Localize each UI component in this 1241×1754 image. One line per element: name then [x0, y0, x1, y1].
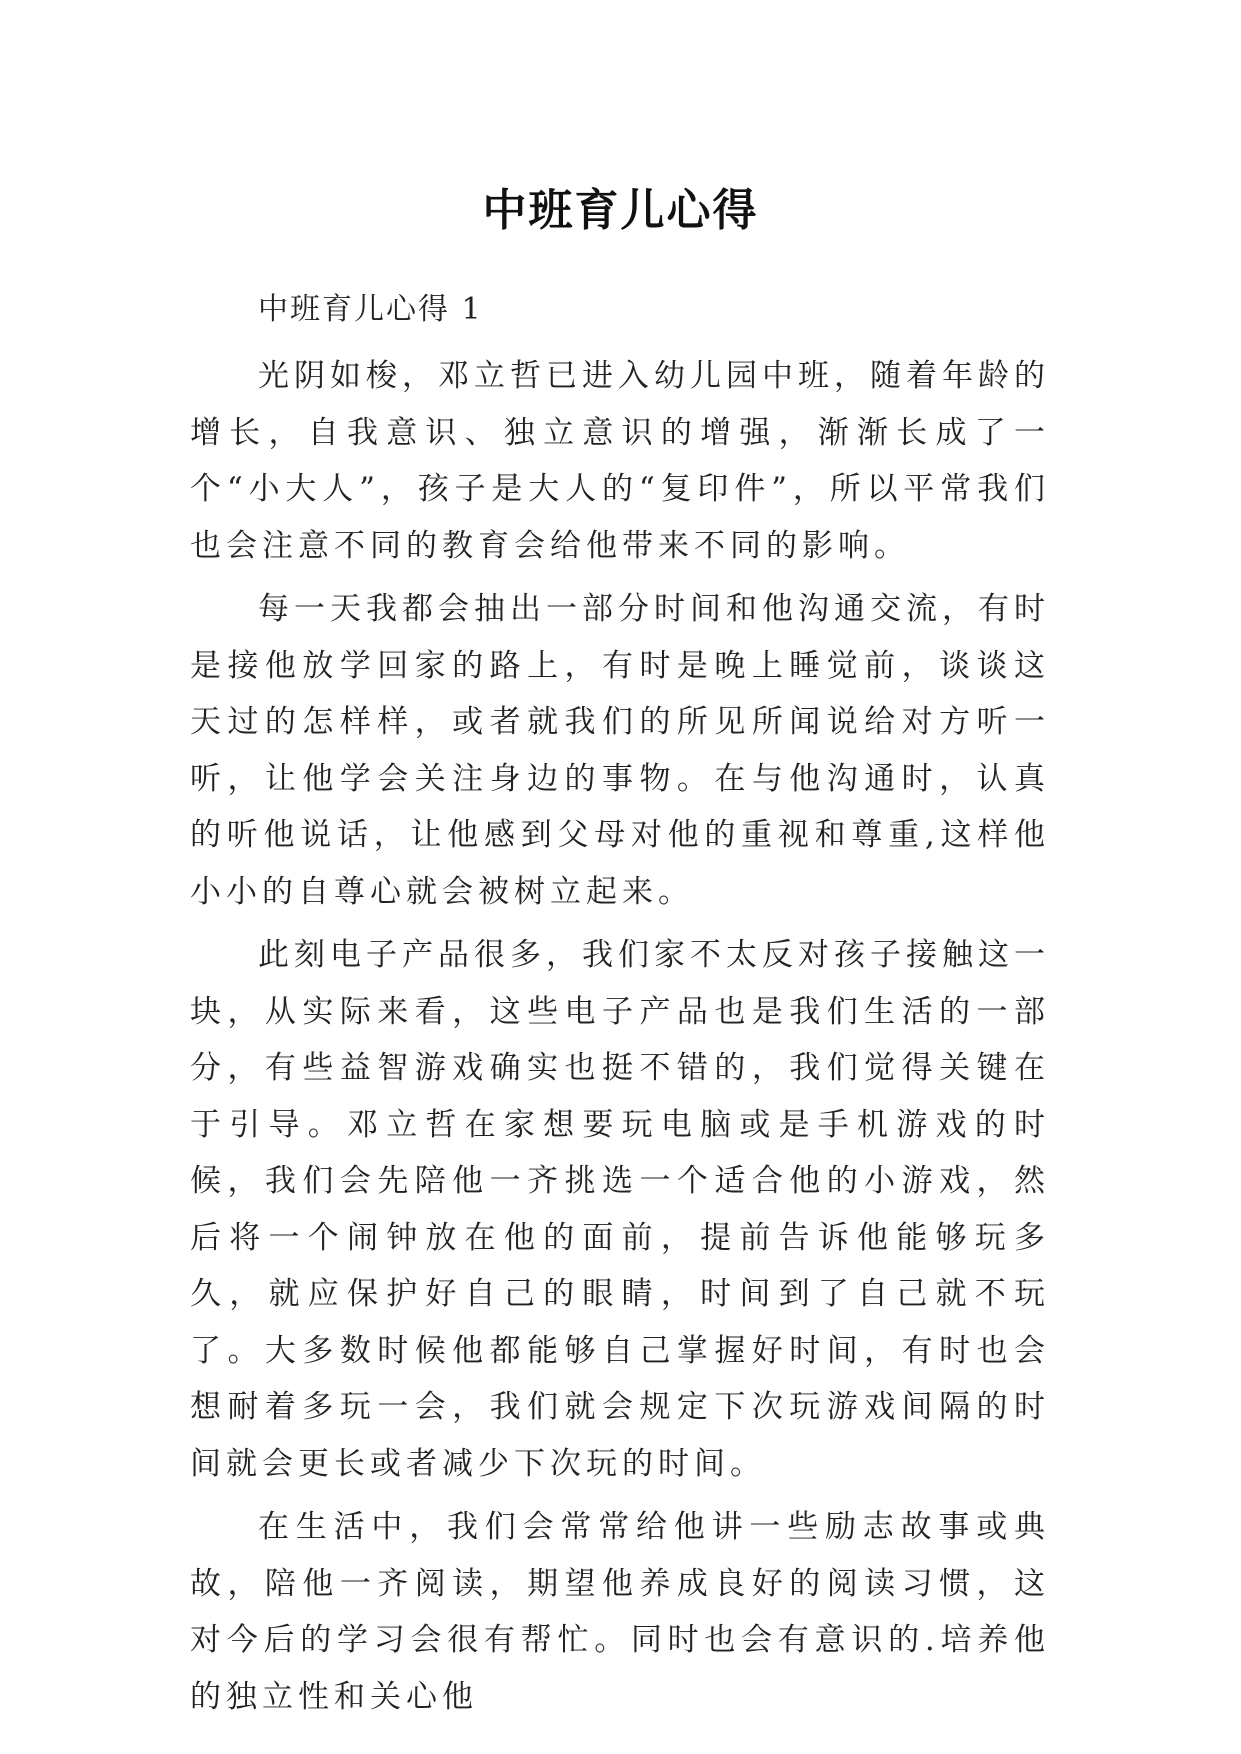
paragraph-4: 在生活中，我们会常常给他讲一些励志故事或典故，陪他一齐阅读，期望他养成良好的阅读习惯，这对今后的学习会很有帮忙。同时也会有意识的.培养他的独立性和关心他	[190, 1509, 1050, 1715]
paragraph-1: 光阴如梭，邓立哲已进入幼儿园中班，随着年龄的增长，自我意识、独立意识的增强，渐渐长成了一个“小大人”，孩子是大人的“复印件”，所以平常我们也会注意不同的教育会给他带来不同的影响。	[190, 358, 1050, 564]
section-heading: 中班育儿心得 1	[258, 292, 483, 327]
document-title: 中班育儿心得	[482, 185, 759, 237]
paragraph-3: 此刻电子产品很多，我们家不太反对孩子接触这一块，从实际来看，这些电子产品也是我们生活的一部分，有些益智游戏确实也挺不错的，我们觉得关键在于引导。邓立哲在家想要玩电脑或是手机游戏的时候，我们会先陪他一齐挑选一个适合他的小游戏，然后将一个闹钟放在他的面前，提前告诉他能够玩多久，就应保护好自己的眼睛，时间到了自己就不玩了。大多数时候他都能够自己掌握好时间，有时也会想耐着多玩一会，我们就会规定下次玩游戏间隔的时间就会更长或者减少下次玩的时间。	[190, 937, 1050, 1482]
paragraph-2: 每一天我都会抽出一部分时间和他沟通交流，有时是接他放学回家的路上，有时是晚上睡觉前，谈谈这天过的怎样样，或者就我们的所见所闻说给对方听一听，让他学会关注身边的事物。在与他沟通时，认真的听他说话，让他感到父母对他的重视和尊重,这样他小小的自尊心就会被树立起来。	[190, 591, 1050, 910]
document-body	[190, 290, 1050, 1732]
